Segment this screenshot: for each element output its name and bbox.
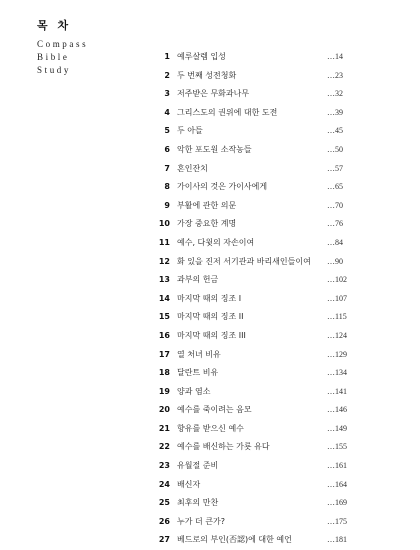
toc-entry[interactable] — [0, 401, 420, 420]
chapter-title: 두 번째 성전청화 — [177, 70, 237, 80]
chapter-title: 과부의 헌금 — [177, 275, 219, 285]
chapter-title: 예수를 죽이려는 음모 — [177, 405, 252, 415]
toc-entry[interactable] — [0, 67, 420, 86]
chapter-title: 유월절 준비 — [177, 461, 219, 471]
page-reference: …146 — [327, 405, 347, 415]
chapter-title: 마지막 때의 징조 II — [177, 312, 244, 322]
page-reference: …124 — [327, 330, 347, 340]
chapter-number: 2 — [164, 70, 170, 80]
page-reference: …84 — [327, 237, 343, 247]
toc-entry[interactable] — [0, 271, 420, 290]
page-reference: …169 — [327, 498, 347, 508]
chapter-number: 1 — [164, 52, 170, 61]
chapter-number: 13 — [158, 275, 170, 285]
toc-entry[interactable] — [0, 531, 420, 550]
chapter-title: 배신자 — [177, 479, 201, 489]
page-reference: …107 — [327, 293, 347, 303]
toc-entry[interactable] — [0, 513, 420, 532]
chapter-title: 양과 염소 — [177, 386, 211, 396]
page-reference: …164 — [327, 479, 347, 489]
chapter-number: 11 — [158, 237, 170, 247]
chapter-number: 16 — [158, 330, 170, 340]
chapter-title: 그리스도의 권위에 대한 도전 — [177, 107, 278, 117]
toc-entry[interactable] — [0, 141, 420, 160]
page-reference: …50 — [327, 144, 343, 154]
table-of-contents — [0, 48, 420, 550]
chapter-number: 17 — [158, 349, 170, 359]
chapter-number: 7 — [164, 163, 170, 173]
toc-entry[interactable] — [0, 234, 420, 253]
toc-entry[interactable] — [0, 383, 420, 402]
chapter-number: 4 — [164, 107, 170, 117]
page-reference: …181 — [327, 535, 347, 545]
chapter-number: 9 — [164, 200, 170, 210]
subtitle-line: Bible — [37, 52, 70, 62]
chapter-number: 20 — [158, 405, 170, 415]
chapter-title: 누가 더 큰가? — [177, 516, 225, 526]
chapter-number: 6 — [164, 144, 170, 154]
chapter-title: 가이사의 것은 가이사에게 — [177, 182, 268, 192]
toc-entry[interactable] — [0, 457, 420, 476]
chapter-title: 가장 중요한 계명 — [177, 219, 237, 229]
toc-entry[interactable] — [0, 253, 420, 272]
chapter-title: 저주받은 무화과나무 — [177, 89, 250, 99]
toc-entry[interactable] — [0, 438, 420, 457]
page-title: 목 차 — [37, 19, 72, 32]
chapter-number: 8 — [164, 182, 170, 192]
page-reference: …115 — [327, 312, 347, 322]
toc-entry[interactable] — [0, 364, 420, 383]
chapter-title: 달란트 비유 — [177, 368, 219, 378]
chapter-title: 예수를 배신하는 가룟 유다 — [177, 442, 270, 452]
chapter-number: 23 — [158, 461, 170, 471]
toc-entry[interactable] — [0, 104, 420, 123]
toc-entry[interactable] — [0, 197, 420, 216]
subtitle-line: Study — [37, 65, 72, 75]
toc-entry[interactable] — [0, 85, 420, 104]
page-reference: …149 — [327, 423, 347, 433]
chapter-number: 15 — [158, 312, 170, 322]
page-reference: …129 — [327, 349, 347, 359]
chapter-number: 10 — [158, 219, 170, 229]
chapter-number: 25 — [158, 498, 170, 508]
page-reference: …70 — [327, 200, 343, 210]
page-reference: …161 — [327, 461, 347, 471]
page-reference: …39 — [327, 107, 343, 117]
chapter-title: 열 처녀 비유 — [177, 349, 221, 359]
page-reference: …141 — [327, 386, 347, 396]
chapter-number: 5 — [164, 126, 170, 136]
page-reference: …155 — [327, 442, 347, 452]
page-reference: …45 — [327, 126, 343, 136]
page-reference: …134 — [327, 368, 347, 378]
toc-entry[interactable] — [0, 308, 420, 327]
page-reference: …32 — [327, 89, 343, 99]
chapter-title: 화 있을 진저 서기관과 바리새인들이여 — [177, 256, 311, 266]
toc-entry[interactable] — [0, 327, 420, 346]
chapter-title: 혼인잔치 — [177, 163, 208, 173]
chapter-number: 18 — [158, 368, 170, 378]
page-reference: …76 — [327, 219, 343, 229]
toc-entry[interactable] — [0, 122, 420, 141]
chapter-number: 19 — [158, 386, 170, 396]
chapter-number: 24 — [158, 479, 170, 489]
chapter-title: 마지막 때의 징조 III — [177, 330, 246, 340]
chapter-number: 21 — [158, 423, 170, 433]
chapter-number: 14 — [158, 293, 170, 303]
page-reference: …57 — [327, 163, 343, 173]
toc-entry[interactable] — [0, 48, 420, 67]
chapter-number: 27 — [158, 535, 170, 545]
chapter-number: 26 — [158, 516, 170, 526]
chapter-title: 최후의 만찬 — [177, 498, 219, 508]
toc-entry[interactable] — [0, 215, 420, 234]
chapter-title: 마지막 때의 징조 I — [177, 293, 242, 303]
chapter-number: 3 — [164, 89, 170, 99]
chapter-number: 12 — [158, 256, 170, 266]
toc-entry[interactable] — [0, 494, 420, 513]
page-reference: …23 — [327, 70, 343, 80]
chapter-title: 예루살렘 입성 — [177, 52, 226, 61]
page-reference: …175 — [327, 516, 347, 526]
subtitle-line: Compass — [37, 39, 89, 49]
chapter-title: 악한 포도원 소작농들 — [177, 144, 252, 154]
page-reference: …65 — [327, 182, 343, 192]
page-reference: …14 — [327, 52, 343, 61]
page-reference: …102 — [327, 275, 347, 285]
chapter-title: 베드로의 부인(否認)에 대한 예언 — [177, 535, 292, 545]
chapter-number: 22 — [158, 442, 170, 452]
toc-entry[interactable] — [0, 420, 420, 439]
chapter-title: 두 아들 — [177, 126, 203, 136]
toc-entry[interactable] — [0, 476, 420, 495]
toc-entry[interactable] — [0, 160, 420, 179]
chapter-title: 향유를 받으신 예수 — [177, 423, 244, 433]
toc-entry[interactable] — [0, 346, 420, 365]
toc-entry[interactable] — [0, 290, 420, 309]
chapter-title: 부활에 관한 의문 — [177, 200, 237, 210]
page-reference: …90 — [327, 256, 343, 266]
toc-entry[interactable] — [0, 178, 420, 197]
chapter-title: 예수, 다윗의 자손이여 — [177, 237, 255, 247]
